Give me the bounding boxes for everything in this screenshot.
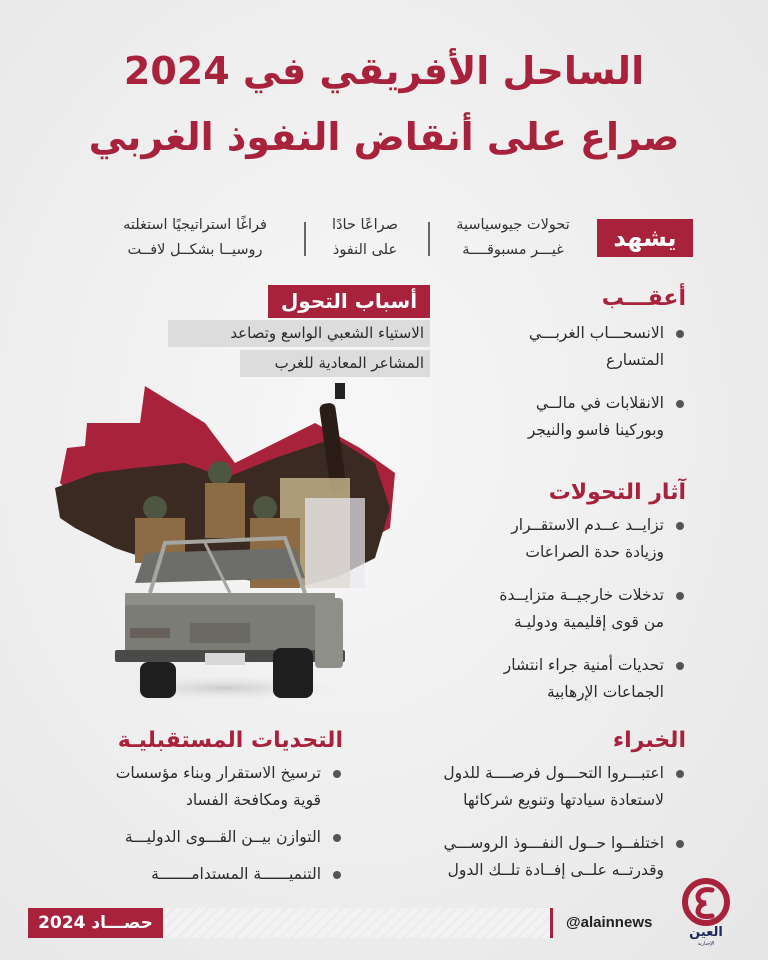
list-item xyxy=(386,830,686,884)
alain-logo-icon xyxy=(676,876,736,948)
item-line: الانسحـــاب الغربـــي xyxy=(528,324,664,342)
reasons-tag: أسباب التحول xyxy=(268,285,430,318)
bullet-icon xyxy=(676,770,684,778)
page-title-line1: الساحل الأفريقي في 2024 xyxy=(123,49,645,93)
harvest-tag: حصـــاد 2024 xyxy=(28,908,163,938)
list-item xyxy=(83,760,343,814)
alain-logo xyxy=(676,876,736,948)
item-line: وقدرتــه علــى إفــادة تلــك الدول xyxy=(447,861,664,879)
bullet-icon xyxy=(676,400,684,408)
sahel-map-photo-icon xyxy=(55,378,395,708)
list-item xyxy=(83,824,343,851)
witness-item xyxy=(438,213,588,263)
item-line: التوازن بيــن القـــوى الدوليـــة xyxy=(124,828,321,846)
list-item xyxy=(436,320,686,374)
list-item xyxy=(426,652,686,706)
divider xyxy=(304,222,306,256)
item-line: تحديات أمنية جراء انتشار xyxy=(503,656,664,674)
bullet-icon xyxy=(676,592,684,600)
bullet-icon xyxy=(676,522,684,530)
item-line: اعتبـــروا التحـــول فرصــــة للدول xyxy=(443,764,664,782)
social-handle[interactable]: @alainnews xyxy=(566,914,653,931)
page-title-line2: صراع على أنقاض النفوذ الغربي xyxy=(88,115,680,159)
svg-text:العين: العين xyxy=(689,925,723,940)
item-line: لاستعادة سيادتها وتنويع شركائها xyxy=(463,791,664,809)
witness-line: غيـــر مسبوقــــة xyxy=(462,242,564,258)
item-line: وزيادة حدة الصراعات xyxy=(525,543,664,561)
section-effects xyxy=(426,478,686,706)
item-line: الانقلابات في مالــي xyxy=(535,394,664,412)
bullet-icon xyxy=(676,662,684,670)
bullet-icon xyxy=(333,871,341,879)
item-line: اختلفــوا حــول النفـــوذ الروســـي xyxy=(443,834,664,852)
list-item xyxy=(426,582,686,636)
item-line: وبوركينا فاسو والنيجر xyxy=(527,421,664,439)
witness-line: روسيــا بشكــل لافــت xyxy=(127,242,263,258)
item-line: تزايــد عــدم الاستقــرار xyxy=(511,516,664,534)
section-title: الخبراء xyxy=(612,728,686,753)
reason-line: الاستياء الشعبي الواسع وتصاعد xyxy=(168,320,430,347)
item-line: ترسيخ الاستقرار وبناء مؤسسات xyxy=(115,764,321,782)
list-item xyxy=(426,512,686,566)
list-item xyxy=(386,760,686,814)
bullet-icon xyxy=(676,840,684,848)
witness-tag: يشهد xyxy=(597,219,693,257)
section-title: آثار التحولات xyxy=(548,480,686,505)
item-line: قوية ومكافحة الفساد xyxy=(185,791,321,809)
witness-line: على النفوذ xyxy=(332,242,398,258)
witness-line: تحولات جيوسياسية xyxy=(456,217,570,233)
bullet-icon xyxy=(333,770,341,778)
witness-line: صراعًا حادًا xyxy=(332,217,398,233)
section-experts xyxy=(386,726,686,884)
reason-line: المشاعر المعادية للغرب xyxy=(240,350,430,377)
section-title: أعقـــب xyxy=(601,286,686,311)
item-line: تدخلات خارجيــة متزايــدة xyxy=(499,586,664,604)
svg-text:الإخبارية: الإخبارية xyxy=(697,941,715,947)
section-challenges xyxy=(83,726,343,888)
bullet-icon xyxy=(676,330,684,338)
section-followed xyxy=(436,284,686,444)
witness-item xyxy=(310,213,420,263)
item-line: من قوى إقليمية ودوليـة xyxy=(513,613,664,631)
section-title: التحديات المستقبليـة xyxy=(117,728,343,753)
item-line: التنميــــــة المستدامـــــــة xyxy=(151,865,321,883)
bullet-icon xyxy=(333,834,341,842)
list-item xyxy=(83,861,343,888)
item-line: المتسارع xyxy=(606,351,664,369)
list-item xyxy=(436,390,686,444)
witness-item xyxy=(95,213,295,263)
footer-divider xyxy=(550,908,553,938)
witness-line: فراغًا استراتيجيًا استغلته xyxy=(123,217,267,233)
divider xyxy=(428,222,430,256)
item-line: الجماعات الإرهابية xyxy=(546,683,664,701)
